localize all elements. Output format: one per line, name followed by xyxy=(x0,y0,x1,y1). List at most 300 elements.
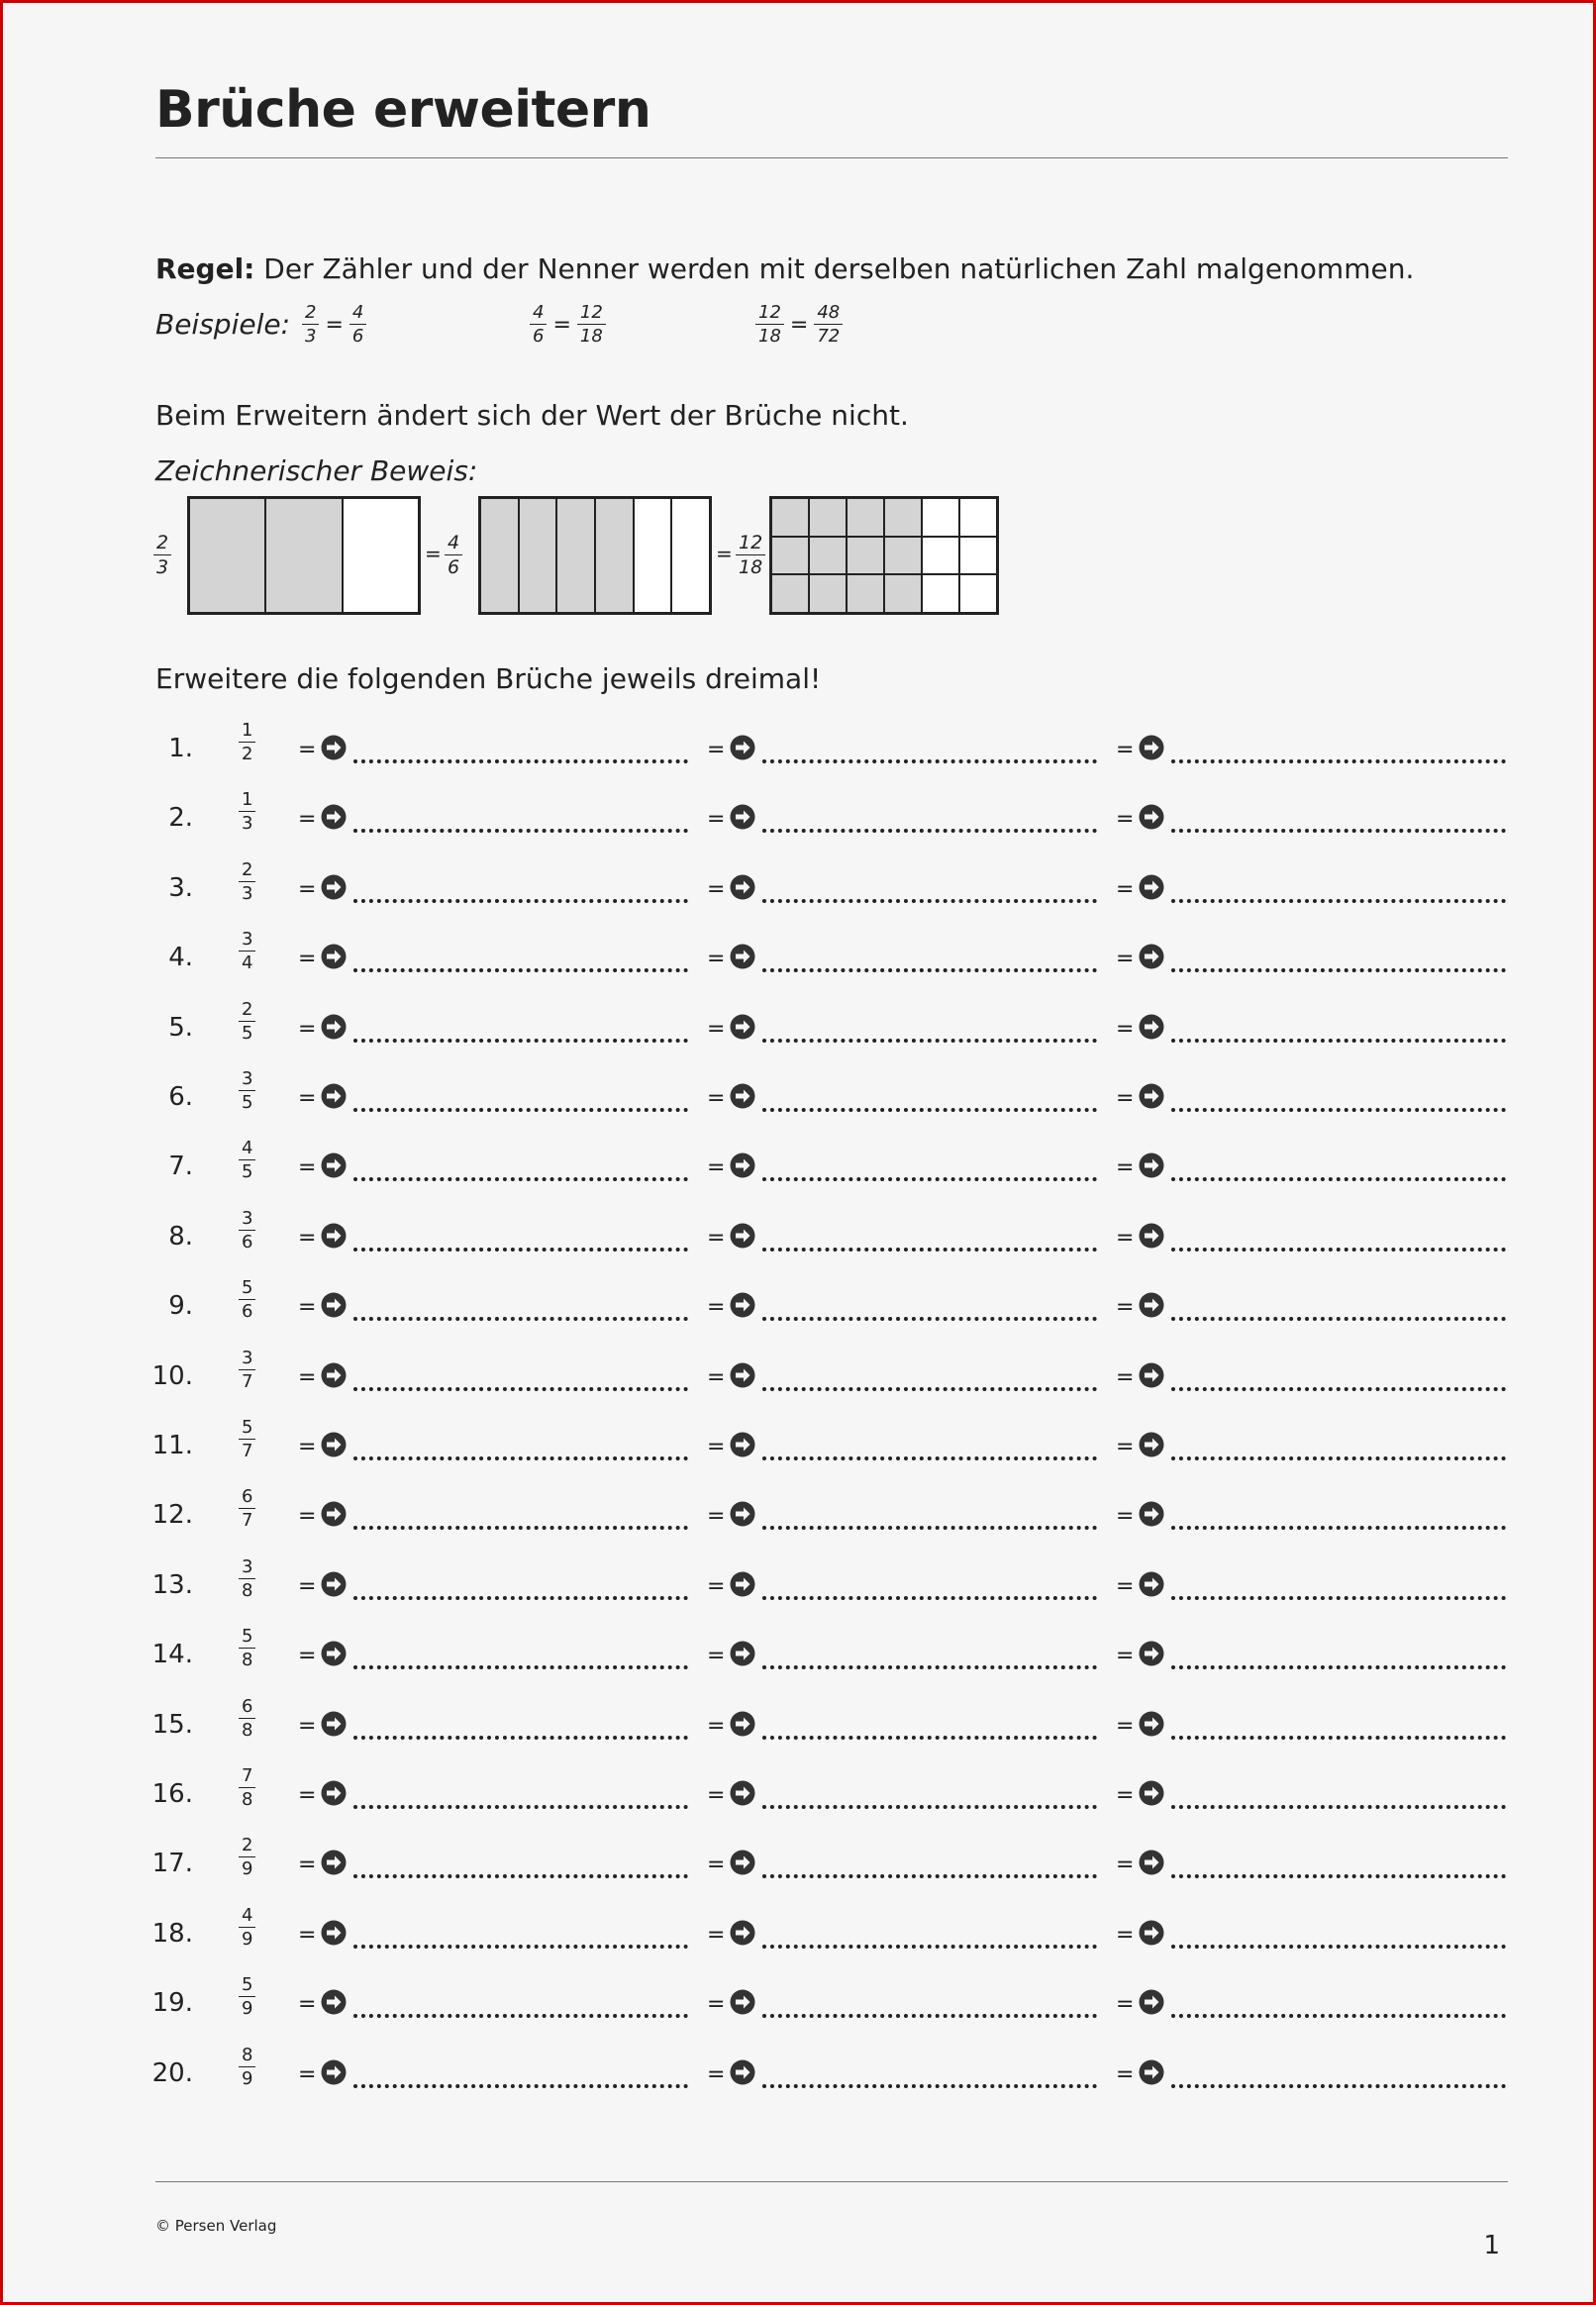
arrow-right-circle-icon xyxy=(729,1710,756,1738)
equals-sign: = xyxy=(298,1783,317,1808)
exercise-number: 4. xyxy=(168,943,193,973)
arrow-right-circle-icon xyxy=(1138,943,1165,970)
equals-sign: = xyxy=(707,947,726,972)
example-2-left-fraction: $\frac{4}{6}$ xyxy=(530,304,547,346)
arrow-right-circle-icon xyxy=(320,1640,348,1667)
equals-sign: = xyxy=(298,1155,317,1181)
equals-sign: = xyxy=(789,312,809,338)
arrow-right-circle-icon xyxy=(729,1849,756,1876)
answer-line[interactable] xyxy=(762,1039,1097,1043)
exercise-row xyxy=(3,1208,1596,1277)
answer-line[interactable] xyxy=(353,1665,688,1669)
exercise-number: 2. xyxy=(168,803,193,834)
answer-line[interactable] xyxy=(762,899,1097,903)
example-3 xyxy=(755,304,843,346)
exercise-fraction: $\frac{5}{6}$ xyxy=(239,1279,255,1321)
equals-sign: = xyxy=(552,312,571,338)
exercise-number: 13. xyxy=(151,1569,193,1600)
exercise-row xyxy=(3,1068,1596,1138)
empty-cell xyxy=(634,498,672,613)
graphical-proof xyxy=(153,494,1045,617)
equals-sign: = xyxy=(707,1295,726,1321)
exercise-row xyxy=(3,789,1596,858)
exercise-row xyxy=(3,1556,1596,1626)
arrow-right-circle-icon xyxy=(729,1500,756,1528)
answer-line[interactable] xyxy=(353,968,688,972)
shaded-cell xyxy=(847,498,884,537)
answer-line[interactable] xyxy=(762,1874,1097,1878)
answer-line[interactable] xyxy=(1171,1665,1506,1669)
value-statement: Beim Erweitern ändert sich der Wert der Brüche nicht. xyxy=(155,399,909,432)
example-2-right-fraction: $\frac{12}{18}$ xyxy=(577,304,606,346)
empty-cell xyxy=(959,498,997,537)
shaded-cell xyxy=(884,537,922,575)
equals-sign: = xyxy=(1116,1783,1135,1808)
exercise-number: 6. xyxy=(168,1082,193,1112)
exercise-fraction: $\frac{6}{8}$ xyxy=(239,1698,255,1740)
arrow-right-circle-icon xyxy=(320,1013,348,1041)
arrow-right-circle-icon xyxy=(729,1152,756,1179)
equals-sign: = xyxy=(298,876,317,902)
exercise-row xyxy=(3,999,1596,1068)
arrow-right-circle-icon xyxy=(320,803,348,831)
answer-line[interactable] xyxy=(353,2084,688,2088)
answer-line[interactable] xyxy=(1171,1456,1506,1460)
arrow-right-circle-icon xyxy=(320,1152,348,1179)
equals-sign: = xyxy=(707,1853,726,1878)
exercise-fraction: $\frac{3}{8}$ xyxy=(239,1558,255,1600)
arrow-right-circle-icon xyxy=(320,873,348,901)
shaded-cell xyxy=(809,574,847,613)
proof-heading: Zeichnerischer Beweis: xyxy=(155,454,478,487)
answer-line[interactable] xyxy=(1171,1248,1506,1252)
exercise-row xyxy=(3,2045,1596,2114)
answer-line[interactable] xyxy=(762,1945,1097,1949)
answer-line[interactable] xyxy=(353,829,688,833)
arrow-right-circle-icon xyxy=(1138,803,1165,831)
answer-line[interactable] xyxy=(1171,1526,1506,1530)
answer-line[interactable] xyxy=(1171,1039,1506,1043)
equals-sign: = xyxy=(298,1225,317,1251)
exercise-fraction: $\frac{1}{3}$ xyxy=(239,791,255,833)
answer-line[interactable] xyxy=(353,1874,688,1878)
arrow-right-circle-icon xyxy=(320,1710,348,1738)
example-1-right-fraction: $\frac{4}{6}$ xyxy=(349,304,366,346)
shaded-cell xyxy=(809,498,847,537)
equals-sign: = xyxy=(1116,1644,1135,1669)
exercise-fraction: $\frac{3}{7}$ xyxy=(239,1350,255,1391)
equals-sign: = xyxy=(298,1992,317,2018)
shaded-cell xyxy=(771,537,809,575)
equals-sign: = xyxy=(1116,1713,1135,1739)
answer-line[interactable] xyxy=(353,1177,688,1181)
equals-sign: = xyxy=(298,1016,317,1042)
exercise-row xyxy=(3,1138,1596,1207)
exercise-row xyxy=(3,1417,1596,1486)
exercise-number: 18. xyxy=(151,1918,193,1949)
equals-sign: = xyxy=(1116,807,1135,833)
equals-sign: = xyxy=(298,1922,317,1948)
answer-line[interactable] xyxy=(353,1736,688,1740)
shaded-cell xyxy=(884,498,922,537)
shaded-cell xyxy=(771,574,809,613)
arrow-right-circle-icon xyxy=(1138,1013,1165,1041)
equals-sign: = xyxy=(298,1853,317,1878)
arrow-right-circle-icon xyxy=(1138,1082,1165,1110)
shaded-cell xyxy=(809,537,847,575)
exercise-fraction: $\frac{1}{2}$ xyxy=(239,722,255,763)
arrow-right-circle-icon xyxy=(1138,734,1165,761)
proof-fraction-1: $\frac{2}{3}$ xyxy=(153,534,171,577)
example-1-left-fraction: $\frac{2}{3}$ xyxy=(302,304,319,346)
exercise-fraction: $\frac{7}{8}$ xyxy=(239,1767,255,1809)
answer-line[interactable] xyxy=(762,1665,1097,1669)
exercise-number: 15. xyxy=(151,1709,193,1740)
empty-cell xyxy=(922,574,959,613)
top-divider xyxy=(155,157,1508,158)
exercise-fraction: $\frac{3}{6}$ xyxy=(239,1210,255,1252)
answer-line[interactable] xyxy=(762,1317,1097,1321)
answer-line[interactable] xyxy=(1171,1945,1506,1949)
answer-line[interactable] xyxy=(353,1945,688,1949)
exercise-number: 3. xyxy=(168,872,193,903)
arrow-right-circle-icon xyxy=(729,1570,756,1598)
exercise-number: 5. xyxy=(168,1012,193,1043)
example-3-right-fraction: $\frac{48}{72}$ xyxy=(814,304,843,346)
answer-line[interactable] xyxy=(762,2014,1097,2018)
equals-sign: = xyxy=(707,738,726,762)
answer-line[interactable] xyxy=(1171,968,1506,972)
equals-sign: = xyxy=(1116,1086,1135,1111)
equals-sign: = xyxy=(298,1713,317,1739)
arrow-right-circle-icon xyxy=(1138,1500,1165,1528)
answer-line[interactable] xyxy=(1171,829,1506,833)
equals-sign: = xyxy=(298,1504,317,1530)
equals-sign: = xyxy=(707,1644,726,1669)
exercise-fraction: $\frac{5}{7}$ xyxy=(239,1419,255,1460)
exercise-number: 1. xyxy=(168,734,193,763)
answer-line[interactable] xyxy=(353,1317,688,1321)
answer-line[interactable] xyxy=(762,1108,1097,1112)
exercise-fraction: $\frac{3}{5}$ xyxy=(239,1070,255,1112)
equals-sign: = xyxy=(707,807,726,833)
answer-line[interactable] xyxy=(1171,1805,1506,1809)
equals-sign: = xyxy=(298,1573,317,1599)
arrow-right-circle-icon xyxy=(729,1222,756,1250)
arrow-right-circle-icon xyxy=(320,1222,348,1250)
exercise-fraction: $\frac{2}{3}$ xyxy=(239,861,255,903)
empty-cell xyxy=(671,498,710,613)
exercise-fraction: $\frac{2}{9}$ xyxy=(239,1837,255,1878)
answer-line[interactable] xyxy=(762,1387,1097,1391)
equals-sign: = xyxy=(298,2061,317,2087)
exercise-row xyxy=(3,1696,1596,1765)
exercise-number: 7. xyxy=(168,1152,193,1182)
example-2 xyxy=(530,304,606,346)
empty-cell xyxy=(959,574,997,613)
equals-sign: = xyxy=(1116,1573,1135,1599)
answer-line[interactable] xyxy=(353,759,688,763)
proof-grid-thirds xyxy=(187,496,421,615)
equals-sign: = xyxy=(1116,1155,1135,1181)
equals-sign: = xyxy=(707,1573,726,1599)
equals-sign: = xyxy=(1116,1853,1135,1878)
shaded-cell xyxy=(519,498,557,613)
arrow-right-circle-icon xyxy=(729,734,756,761)
proof-grid-sixths xyxy=(478,496,712,615)
arrow-right-circle-icon xyxy=(320,1361,348,1389)
equals-sign: = xyxy=(325,312,344,338)
answer-line[interactable] xyxy=(762,759,1097,763)
answer-line[interactable] xyxy=(1171,1317,1506,1321)
arrow-right-circle-icon xyxy=(729,1919,756,1947)
answer-line[interactable] xyxy=(1171,2014,1506,2018)
arrow-right-circle-icon xyxy=(729,1988,756,2016)
exercise-row xyxy=(3,929,1596,998)
exercise-row xyxy=(3,1486,1596,1555)
equals-sign: = xyxy=(1116,2061,1135,2087)
shaded-cell xyxy=(480,498,519,613)
arrow-right-circle-icon xyxy=(729,1291,756,1319)
exercise-row xyxy=(3,859,1596,929)
exercise-number: 12. xyxy=(151,1500,193,1531)
equals-sign: = xyxy=(1116,876,1135,902)
exercise-fraction: $\frac{2}{5}$ xyxy=(239,1001,255,1043)
equals-sign: = xyxy=(707,1086,726,1111)
arrow-right-circle-icon xyxy=(1138,1919,1165,1947)
arrow-right-circle-icon xyxy=(729,943,756,970)
answer-line[interactable] xyxy=(353,1805,688,1809)
exercise-row xyxy=(3,1905,1596,1974)
rule-label: Regel: xyxy=(155,252,255,285)
proof-fraction-3: $\frac{12}{18}$ xyxy=(736,534,765,577)
answer-line[interactable] xyxy=(353,1596,688,1600)
answer-line[interactable] xyxy=(1171,899,1506,903)
arrow-right-circle-icon xyxy=(729,2058,756,2086)
exercise-row xyxy=(3,1765,1596,1835)
exercise-fraction: $\frac{4}{9}$ xyxy=(239,1907,255,1949)
shaded-cell xyxy=(265,498,342,613)
equals-sign: = xyxy=(707,1435,726,1459)
answer-line[interactable] xyxy=(762,1456,1097,1460)
arrow-right-circle-icon xyxy=(729,803,756,831)
arrow-right-circle-icon xyxy=(729,1082,756,1110)
equals-sign: = xyxy=(707,876,726,902)
answer-line[interactable] xyxy=(353,2014,688,2018)
equals-sign: = xyxy=(707,1016,726,1042)
equals-sign: = xyxy=(298,1295,317,1321)
arrow-right-circle-icon xyxy=(320,2058,348,2086)
equals-sign: = xyxy=(1116,1435,1135,1459)
equals-sign: = xyxy=(1116,1225,1135,1251)
shaded-cell xyxy=(884,574,922,613)
exercise-number: 19. xyxy=(151,1988,193,2019)
exercise-fraction: $\frac{5}{8}$ xyxy=(239,1628,255,1669)
answer-line[interactable] xyxy=(762,1248,1097,1252)
answer-line[interactable] xyxy=(1171,1387,1506,1391)
proof-fraction-2: $\frac{4}{6}$ xyxy=(445,534,462,577)
exercise-fraction: $\frac{8}{9}$ xyxy=(239,2047,255,2088)
arrow-right-circle-icon xyxy=(729,1431,756,1458)
empty-cell xyxy=(343,498,419,613)
examples-label: Beispiele: xyxy=(155,308,291,341)
arrow-right-circle-icon xyxy=(1138,1361,1165,1389)
equals-sign: = xyxy=(716,542,733,565)
arrow-right-circle-icon xyxy=(320,1849,348,1876)
exercise-number: 10. xyxy=(151,1360,193,1391)
arrow-right-circle-icon xyxy=(729,1013,756,1041)
equals-sign: = xyxy=(707,1155,726,1181)
exercise-number: 16. xyxy=(151,1779,193,1809)
equals-sign: = xyxy=(1116,738,1135,762)
bottom-divider xyxy=(155,2181,1508,2182)
answer-line[interactable] xyxy=(1171,1874,1506,1878)
equals-sign: = xyxy=(298,738,317,762)
answer-line[interactable] xyxy=(353,1456,688,1460)
arrow-right-circle-icon xyxy=(320,1779,348,1807)
equals-sign: = xyxy=(298,807,317,833)
equals-sign: = xyxy=(298,1086,317,1111)
exercise-fraction: $\frac{6}{7}$ xyxy=(239,1488,255,1530)
exercise-row xyxy=(3,1348,1596,1417)
empty-cell xyxy=(959,537,997,575)
arrow-right-circle-icon xyxy=(1138,1988,1165,2016)
exercise-fraction: $\frac{5}{9}$ xyxy=(239,1976,255,2018)
equals-sign: = xyxy=(1116,1992,1135,2018)
exercise-row xyxy=(3,1974,1596,2044)
shaded-cell xyxy=(847,537,884,575)
rule-text xyxy=(155,252,1414,285)
arrow-right-circle-icon xyxy=(1138,1222,1165,1250)
shaded-cell xyxy=(189,498,265,613)
examples xyxy=(155,300,1146,359)
shaded-cell xyxy=(847,574,884,613)
arrow-right-circle-icon xyxy=(1138,1849,1165,1876)
arrow-right-circle-icon xyxy=(1138,1431,1165,1458)
example-1 xyxy=(302,304,366,346)
exercise-fraction: $\frac{4}{5}$ xyxy=(239,1140,255,1181)
equals-sign: = xyxy=(707,1225,726,1251)
equals-sign: = xyxy=(707,1992,726,2018)
answer-line[interactable] xyxy=(353,1039,688,1043)
exercise-row xyxy=(3,1626,1596,1695)
arrow-right-circle-icon xyxy=(729,1361,756,1389)
equals-sign: = xyxy=(707,1922,726,1948)
shaded-cell xyxy=(595,498,634,613)
exercise-number: 11. xyxy=(151,1431,193,1460)
footer-copyright: © Persen Verlag xyxy=(155,2217,277,2235)
arrow-right-circle-icon xyxy=(729,873,756,901)
equals-sign: = xyxy=(1116,1364,1135,1390)
example-3-left-fraction: $\frac{12}{18}$ xyxy=(755,304,784,346)
instruction: Erweitere die folgenden Brüche jeweils dreimal! xyxy=(155,662,822,695)
answer-line[interactable] xyxy=(1171,1736,1506,1740)
arrow-right-circle-icon xyxy=(729,1779,756,1807)
page-title: Brüche erweitern xyxy=(155,80,651,140)
equals-sign: = xyxy=(707,1364,726,1390)
answer-line[interactable] xyxy=(762,968,1097,972)
answer-line[interactable] xyxy=(1171,1108,1506,1112)
equals-sign: = xyxy=(425,542,442,565)
arrow-right-circle-icon xyxy=(320,943,348,970)
answer-line[interactable] xyxy=(1171,1177,1506,1181)
answer-line[interactable] xyxy=(353,1108,688,1112)
answer-line[interactable] xyxy=(762,1805,1097,1809)
answer-line[interactable] xyxy=(1171,2084,1506,2088)
exercise-row xyxy=(3,1835,1596,1904)
exercise-number: 14. xyxy=(151,1640,193,1670)
page-number: 1 xyxy=(1483,2231,1500,2260)
equals-sign: = xyxy=(298,1644,317,1669)
arrow-right-circle-icon xyxy=(320,1570,348,1598)
answer-line[interactable] xyxy=(353,1526,688,1530)
answer-line[interactable] xyxy=(762,1736,1097,1740)
exercise-fraction: $\frac{3}{4}$ xyxy=(239,931,255,972)
arrow-right-circle-icon xyxy=(1138,1570,1165,1598)
arrow-right-circle-icon xyxy=(729,1640,756,1667)
proof-grid-eighteenths xyxy=(769,496,999,615)
answer-line[interactable] xyxy=(353,899,688,903)
arrow-right-circle-icon xyxy=(320,1500,348,1528)
answer-line[interactable] xyxy=(762,1526,1097,1530)
shaded-cell xyxy=(771,498,809,537)
exercise-number: 8. xyxy=(168,1221,193,1252)
answer-line[interactable] xyxy=(762,1177,1097,1181)
equals-sign: = xyxy=(707,1783,726,1808)
arrow-right-circle-icon xyxy=(1138,1710,1165,1738)
shaded-cell xyxy=(556,498,595,613)
equals-sign: = xyxy=(1116,1922,1135,1948)
exercise-row xyxy=(3,1277,1596,1347)
exercise-number: 20. xyxy=(151,2057,193,2088)
arrow-right-circle-icon xyxy=(320,734,348,761)
answer-line[interactable] xyxy=(762,2084,1097,2088)
exercise-number: 9. xyxy=(168,1291,193,1322)
answer-line[interactable] xyxy=(353,1387,688,1391)
equals-sign: = xyxy=(298,1435,317,1459)
exercise-number: 17. xyxy=(151,1849,193,1879)
equals-sign: = xyxy=(1116,947,1135,972)
answer-line[interactable] xyxy=(1171,759,1506,763)
equals-sign: = xyxy=(707,1713,726,1739)
equals-sign: = xyxy=(707,2061,726,2087)
equals-sign: = xyxy=(1116,1295,1135,1321)
arrow-right-circle-icon xyxy=(320,1919,348,1947)
answer-line[interactable] xyxy=(762,1596,1097,1600)
empty-cell xyxy=(922,498,959,537)
arrow-right-circle-icon xyxy=(320,1988,348,2016)
arrow-right-circle-icon xyxy=(1138,2058,1165,2086)
arrow-right-circle-icon xyxy=(1138,873,1165,901)
empty-cell xyxy=(922,537,959,575)
answer-line[interactable] xyxy=(762,829,1097,833)
arrow-right-circle-icon xyxy=(1138,1640,1165,1667)
arrow-right-circle-icon xyxy=(1138,1291,1165,1319)
equals-sign: = xyxy=(1116,1016,1135,1042)
arrow-right-circle-icon xyxy=(320,1431,348,1458)
equals-sign: = xyxy=(707,1504,726,1530)
rule-body: Der Zähler und der Nenner werden mit derselben natürlichen Zahl malgenommen. xyxy=(263,252,1415,285)
arrow-right-circle-icon xyxy=(320,1291,348,1319)
arrow-right-circle-icon xyxy=(1138,1779,1165,1807)
equals-sign: = xyxy=(1116,1504,1135,1530)
arrow-right-circle-icon xyxy=(1138,1152,1165,1179)
answer-line[interactable] xyxy=(1171,1596,1506,1600)
equals-sign: = xyxy=(298,947,317,972)
equals-sign: = xyxy=(298,1364,317,1390)
arrow-right-circle-icon xyxy=(320,1082,348,1110)
answer-line[interactable] xyxy=(353,1248,688,1252)
